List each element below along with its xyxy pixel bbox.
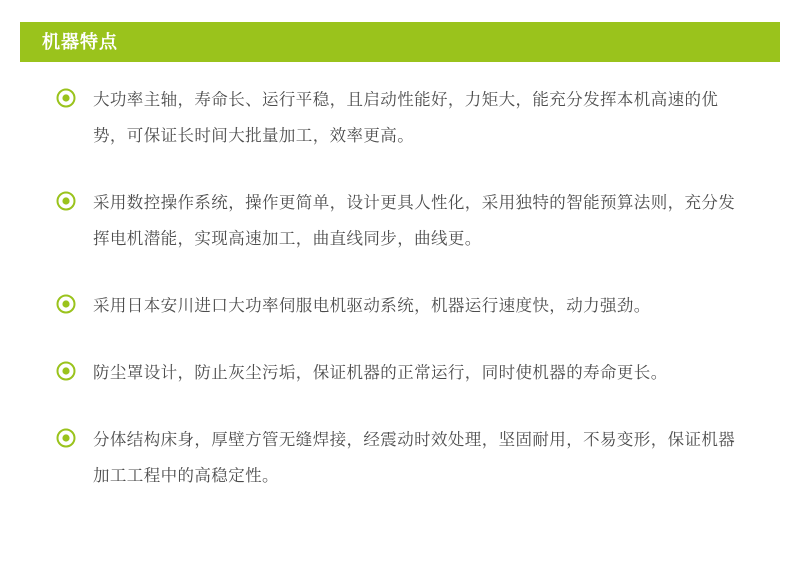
target-bullet-icon (56, 428, 76, 448)
feature-text: 采用日本安川进口大功率伺服电机驱动系统，机器运行速度快，动力强劲。 (93, 297, 651, 315)
list-item (0, 185, 800, 257)
target-bullet-icon (56, 191, 76, 211)
target-bullet-icon (56, 88, 76, 108)
feature-list (0, 82, 800, 525)
page-title: 机器特点 (42, 32, 118, 52)
list-item (0, 355, 800, 391)
list-item (0, 82, 800, 154)
feature-text: 采用数控操作系统，操作更简单，设计更具人性化，采用独特的智能预算法则，充分发挥电机潜能，实现高速加工，曲直线同步，曲线更。 (93, 194, 736, 248)
feature-text: 分体结构床身，厚壁方管无缝焊接，经震动时效处理，坚固耐用，不易变形，保证机器加工工程中的高稳定性。 (93, 431, 736, 485)
list-item (0, 422, 800, 494)
feature-text: 大功率主轴，寿命长、运行平稳，且启动性能好，力矩大，能充分发挥本机高速的优势，可保证长时间大批量加工，效率更高。 (93, 91, 719, 145)
target-bullet-icon (56, 361, 76, 381)
section-header-bar (20, 22, 780, 62)
list-item (0, 288, 800, 324)
target-bullet-icon (56, 294, 76, 314)
feature-text: 防尘罩设计，防止灰尘污垢，保证机器的正常运行，同时使机器的寿命更长。 (93, 364, 668, 382)
